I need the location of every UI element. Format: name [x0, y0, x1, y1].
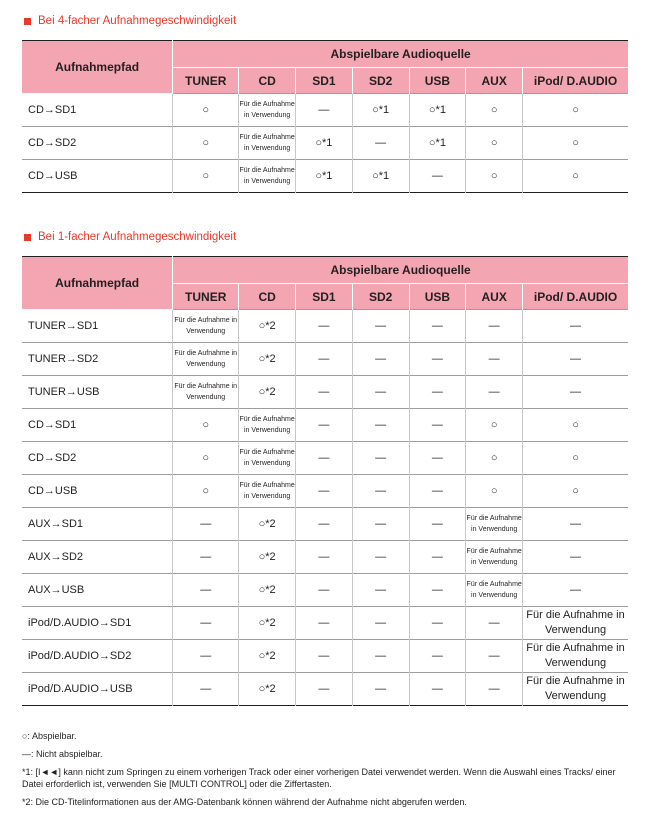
- table-cell: [409, 376, 466, 409]
- note-2: *2: Die CD-Titelinformationen aus der AMG-Datenbank können während der Aufnahme nicht abgerufen werden.: [22, 797, 467, 807]
- playable-mark: ○*2: [258, 584, 276, 596]
- table-row: [22, 94, 628, 127]
- table-cell: [409, 442, 466, 475]
- not-playable-mark: —: [488, 386, 500, 398]
- table-cell: [352, 673, 409, 706]
- table-cell: [466, 409, 523, 442]
- bullet-square-icon: [24, 234, 31, 241]
- table-cell: [296, 343, 353, 376]
- in-use-note: Für die Aufnahme in Verwendung: [239, 134, 295, 152]
- row-path-label: TUNER→SD2: [22, 343, 173, 376]
- table-row: [22, 640, 628, 673]
- not-playable-mark: —: [318, 683, 330, 695]
- table-row: [22, 541, 628, 574]
- in-use-note: Für die Aufnahme in Verwendung: [526, 675, 625, 702]
- table-cell: [409, 574, 466, 607]
- playable-mark: ○: [572, 452, 579, 464]
- not-playable-mark: —: [431, 518, 443, 530]
- table-cell: [409, 160, 466, 193]
- table-row: [22, 607, 628, 640]
- table-row: [22, 475, 628, 508]
- table-cell: [296, 442, 353, 475]
- table-cell: [173, 376, 239, 409]
- table-cell: [409, 310, 466, 343]
- playable-mark: ○: [490, 137, 498, 149]
- table-cell: [296, 310, 353, 343]
- table-cell: [173, 343, 239, 376]
- table-cell: [296, 607, 353, 640]
- not-playable-mark: —: [431, 353, 443, 365]
- row-path-label: iPod/D.AUDIO→SD2: [22, 640, 173, 673]
- table-cell: [466, 127, 523, 160]
- column-header: iPod/ D.AUDIO: [523, 284, 628, 310]
- table-row: [22, 376, 628, 409]
- column-header: AUX: [466, 68, 523, 94]
- playable-mark: ○*1: [315, 137, 333, 149]
- row-path-label: AUX→SD2: [22, 541, 173, 574]
- table-cell: [352, 160, 409, 193]
- table-cell: [173, 574, 239, 607]
- row-path-label: TUNER→SD1: [22, 310, 173, 343]
- not-playable-mark: —: [318, 419, 330, 431]
- table-cell: [466, 343, 523, 376]
- in-use-note: Für die Aufnahme in Verwendung: [239, 449, 295, 467]
- table-row: [22, 127, 628, 160]
- table-cell: [409, 607, 466, 640]
- not-playable-mark: —: [488, 320, 500, 332]
- table-cell: [523, 607, 628, 640]
- not-playable-mark: —: [431, 320, 443, 332]
- table-cell: [239, 673, 296, 706]
- not-playable-mark: —: [375, 353, 387, 365]
- column-header: SD1: [296, 284, 353, 310]
- table-cell: [523, 127, 628, 160]
- table-cell: [409, 475, 466, 508]
- table-cell: [296, 508, 353, 541]
- not-playable-mark: —: [375, 419, 387, 431]
- header-audio-source: Abspielbare Audioquelle: [173, 257, 628, 284]
- table-cell: [523, 673, 628, 706]
- playable-mark: ○: [572, 485, 579, 497]
- table-row: [22, 409, 628, 442]
- table-cell: [296, 127, 353, 160]
- not-playable-mark: —: [375, 320, 387, 332]
- table-cell: [523, 310, 628, 343]
- not-playable-mark: —: [431, 419, 443, 431]
- playable-mark: ○*2: [258, 683, 276, 695]
- not-playable-mark: —: [375, 650, 387, 662]
- table-cell: [409, 409, 466, 442]
- not-playable-mark: —: [570, 353, 582, 365]
- column-header: CD: [239, 284, 296, 310]
- table-cell: [352, 94, 409, 127]
- note-1: *1: [I◄◄] kann nicht zum Springen zu einem vorherigen Track oder einer vorherigen Datei verwendet werden. Wenn die Auswahl eines Tracks/ einer Datei erforderlich ist, verwenden Sie [MULTI CONTROL] oder die Ziffertasten.: [22, 767, 616, 789]
- not-playable-mark: —: [431, 617, 443, 629]
- table-cell: [352, 409, 409, 442]
- footnotes: [22, 730, 628, 814]
- table-cell: [352, 127, 409, 160]
- section-title: [24, 228, 628, 246]
- not-playable-mark: —: [431, 683, 443, 695]
- table-row: [22, 310, 628, 343]
- section-title-text: Bei 4-facher Aufnahmegeschwindigkeit: [38, 15, 237, 27]
- not-playable-mark: —: [375, 485, 387, 497]
- table-cell: [352, 607, 409, 640]
- table-cell: [523, 343, 628, 376]
- table-row: [22, 442, 628, 475]
- in-use-note: Für die Aufnahme in Verwendung: [239, 101, 295, 119]
- not-playable-mark: —: [488, 650, 500, 662]
- table-cell: [173, 541, 239, 574]
- in-use-note: Für die Aufnahme in Verwendung: [239, 482, 295, 500]
- section-title-text: Bei 1-facher Aufnahmegeschwindigkeit: [38, 231, 237, 243]
- playable-mark: ○: [490, 419, 498, 431]
- table-cell: [239, 442, 296, 475]
- table-cell: [173, 508, 239, 541]
- table-cell: [466, 640, 523, 673]
- not-playable-mark: —: [318, 650, 330, 662]
- table-cell: [352, 442, 409, 475]
- table-cell: [466, 376, 523, 409]
- table-cell: [466, 442, 523, 475]
- not-playable-mark: —: [318, 104, 330, 116]
- playable-mark: ○*1: [315, 170, 333, 182]
- playable-mark: ○: [490, 485, 498, 497]
- table-cell: [523, 94, 628, 127]
- in-use-note: Für die Aufnahme in Verwendung: [466, 581, 522, 599]
- not-playable-mark: —: [431, 551, 443, 563]
- table-cell: [239, 127, 296, 160]
- row-path-label: CD→SD2: [22, 442, 173, 475]
- table-cell: [523, 508, 628, 541]
- not-playable-mark: —: [431, 584, 443, 596]
- column-header: TUNER: [173, 284, 239, 310]
- table-cell: [352, 310, 409, 343]
- in-use-note: Für die Aufnahme in Verwendung: [526, 609, 625, 636]
- in-use-note: Für die Aufnahme in Verwendung: [239, 167, 295, 185]
- not-playable-mark: —: [570, 320, 582, 332]
- not-playable-mark: —: [431, 452, 443, 464]
- playable-mark: ○*1: [428, 137, 446, 149]
- not-playable-mark: —: [318, 320, 330, 332]
- in-use-note: Für die Aufnahme in Verwendung: [174, 317, 238, 335]
- table-cell: [239, 160, 296, 193]
- table-cell: [523, 160, 628, 193]
- playable-mark: ○: [490, 170, 498, 182]
- table-cell: [296, 376, 353, 409]
- table-cell: [352, 376, 409, 409]
- table-cell: [173, 94, 239, 127]
- table-cell: [523, 574, 628, 607]
- row-path-label: CD→SD2: [22, 127, 173, 160]
- playable-mark: ○: [202, 452, 210, 464]
- table-cell: [409, 94, 466, 127]
- bullet-square-icon: [24, 18, 31, 25]
- table-cell: [409, 541, 466, 574]
- table-cell: [409, 673, 466, 706]
- table-cell: [173, 475, 239, 508]
- not-playable-mark: —: [200, 650, 212, 662]
- row-path-label: CD→USB: [22, 475, 173, 508]
- note-not-playable: —: Nicht abspielbar.: [22, 749, 103, 759]
- in-use-note: Für die Aufnahme in Verwendung: [174, 350, 238, 368]
- table-cell: [296, 640, 353, 673]
- table-cell: [239, 475, 296, 508]
- in-use-note: Für die Aufnahme in Verwendung: [466, 515, 522, 533]
- table-cell: [296, 574, 353, 607]
- not-playable-mark: —: [375, 518, 387, 530]
- not-playable-mark: —: [375, 584, 387, 596]
- header-path: Aufnahmepfad: [22, 257, 173, 310]
- section-4x: [22, 12, 628, 193]
- table-cell: [239, 541, 296, 574]
- not-playable-mark: —: [431, 170, 443, 182]
- table-cell: [173, 640, 239, 673]
- table-row: [22, 574, 628, 607]
- not-playable-mark: —: [318, 353, 330, 365]
- table-cell: [296, 160, 353, 193]
- not-playable-mark: —: [570, 551, 582, 563]
- table-cell: [239, 508, 296, 541]
- row-path-label: iPod/D.AUDIO→SD1: [22, 607, 173, 640]
- table-cell: [409, 640, 466, 673]
- playable-mark: ○: [202, 104, 210, 116]
- in-use-note: Für die Aufnahme in Verwendung: [174, 383, 238, 401]
- table-cell: [352, 475, 409, 508]
- playable-mark: ○: [202, 485, 210, 497]
- section-1x: [22, 228, 628, 706]
- playable-mark: ○: [572, 170, 579, 182]
- not-playable-mark: —: [488, 617, 500, 629]
- not-playable-mark: —: [375, 452, 387, 464]
- playable-mark: ○: [202, 170, 210, 182]
- row-path-label: CD→USB: [22, 160, 173, 193]
- playable-mark: ○: [572, 419, 579, 431]
- playable-mark: ○*1: [428, 104, 446, 116]
- table-cell: [239, 310, 296, 343]
- not-playable-mark: —: [200, 584, 212, 596]
- table-cell: [466, 673, 523, 706]
- table-cell: [466, 607, 523, 640]
- table-cell: [352, 541, 409, 574]
- table-cell: [466, 574, 523, 607]
- table-cell: [296, 673, 353, 706]
- column-header: SD2: [352, 284, 409, 310]
- table-cell: [173, 310, 239, 343]
- table-cell: [239, 343, 296, 376]
- section-title: [24, 12, 628, 30]
- playable-mark: ○: [490, 104, 498, 116]
- not-playable-mark: —: [318, 584, 330, 596]
- playable-mark: ○*1: [372, 104, 390, 116]
- not-playable-mark: —: [488, 353, 500, 365]
- header-path: Aufnahmepfad: [22, 41, 173, 94]
- not-playable-mark: —: [375, 683, 387, 695]
- table-cell: [239, 640, 296, 673]
- not-playable-mark: —: [431, 485, 443, 497]
- table-cell: [466, 508, 523, 541]
- not-playable-mark: —: [200, 617, 212, 629]
- not-playable-mark: —: [318, 551, 330, 563]
- table-cell: [466, 160, 523, 193]
- table-4x: [22, 40, 628, 193]
- column-header: SD1: [296, 68, 353, 94]
- table-cell: [409, 508, 466, 541]
- table-cell: [352, 508, 409, 541]
- not-playable-mark: —: [375, 386, 387, 398]
- table-cell: [296, 541, 353, 574]
- playable-mark: ○*2: [258, 650, 276, 662]
- table-row: [22, 343, 628, 376]
- playable-mark: ○: [202, 137, 210, 149]
- table-cell: [466, 475, 523, 508]
- row-path-label: AUX→SD1: [22, 508, 173, 541]
- table-cell: [523, 475, 628, 508]
- table-cell: [523, 442, 628, 475]
- not-playable-mark: —: [488, 683, 500, 695]
- not-playable-mark: —: [375, 551, 387, 563]
- table-row: [22, 160, 628, 193]
- column-header: AUX: [466, 284, 523, 310]
- table-cell: [173, 409, 239, 442]
- playable-mark: ○*1: [372, 170, 390, 182]
- table-cell: [352, 343, 409, 376]
- column-header: TUNER: [173, 68, 239, 94]
- playable-mark: ○*2: [258, 551, 276, 563]
- not-playable-mark: —: [200, 551, 212, 563]
- table-cell: [239, 574, 296, 607]
- table-cell: [409, 127, 466, 160]
- table-cell: [409, 343, 466, 376]
- table-cell: [239, 376, 296, 409]
- table-cell: [173, 442, 239, 475]
- row-path-label: iPod/D.AUDIO→USB: [22, 673, 173, 706]
- note-playable: ○: Abspielbar.: [22, 731, 77, 741]
- table-cell: [352, 640, 409, 673]
- table-cell: [239, 409, 296, 442]
- playable-mark: ○*2: [258, 617, 276, 629]
- column-header: USB: [409, 284, 466, 310]
- table-cell: [173, 607, 239, 640]
- not-playable-mark: —: [570, 584, 582, 596]
- row-path-label: CD→SD1: [22, 409, 173, 442]
- table-cell: [466, 310, 523, 343]
- not-playable-mark: —: [570, 518, 582, 530]
- playable-mark: ○*2: [258, 353, 276, 365]
- not-playable-mark: —: [318, 386, 330, 398]
- playable-mark: ○*2: [258, 386, 276, 398]
- not-playable-mark: —: [570, 386, 582, 398]
- playable-mark: ○: [572, 137, 579, 149]
- table-cell: [173, 127, 239, 160]
- table-cell: [239, 94, 296, 127]
- not-playable-mark: —: [375, 137, 387, 149]
- playable-mark: ○: [572, 104, 579, 116]
- not-playable-mark: —: [431, 386, 443, 398]
- column-header: SD2: [352, 68, 409, 94]
- not-playable-mark: —: [200, 518, 212, 530]
- table-cell: [296, 409, 353, 442]
- table-cell: [523, 409, 628, 442]
- in-use-note: Für die Aufnahme in Verwendung: [239, 416, 295, 434]
- playable-mark: ○: [490, 452, 498, 464]
- not-playable-mark: —: [318, 452, 330, 464]
- table-cell: [296, 475, 353, 508]
- table-cell: [296, 94, 353, 127]
- not-playable-mark: —: [200, 683, 212, 695]
- in-use-note: Für die Aufnahme in Verwendung: [526, 642, 625, 669]
- column-header: CD: [239, 68, 296, 94]
- table-cell: [523, 376, 628, 409]
- table-row: [22, 673, 628, 706]
- column-header: USB: [409, 68, 466, 94]
- in-use-note: Für die Aufnahme in Verwendung: [466, 548, 522, 566]
- playable-mark: ○: [202, 419, 210, 431]
- playable-mark: ○*2: [258, 518, 276, 530]
- header-audio-source: Abspielbare Audioquelle: [173, 41, 628, 68]
- table-cell: [352, 574, 409, 607]
- row-path-label: TUNER→USB: [22, 376, 173, 409]
- table-cell: [173, 673, 239, 706]
- table-cell: [523, 640, 628, 673]
- table-cell: [466, 94, 523, 127]
- row-path-label: CD→SD1: [22, 94, 173, 127]
- column-header: iPod/ D.AUDIO: [523, 68, 628, 94]
- playable-mark: ○*2: [258, 320, 276, 332]
- not-playable-mark: —: [318, 617, 330, 629]
- row-path-label: AUX→USB: [22, 574, 173, 607]
- table-1x: [22, 256, 628, 706]
- not-playable-mark: —: [318, 518, 330, 530]
- not-playable-mark: —: [431, 650, 443, 662]
- not-playable-mark: —: [318, 485, 330, 497]
- table-row: [22, 508, 628, 541]
- table-cell: [523, 541, 628, 574]
- table-cell: [466, 541, 523, 574]
- table-cell: [173, 160, 239, 193]
- table-cell: [239, 607, 296, 640]
- not-playable-mark: —: [375, 617, 387, 629]
